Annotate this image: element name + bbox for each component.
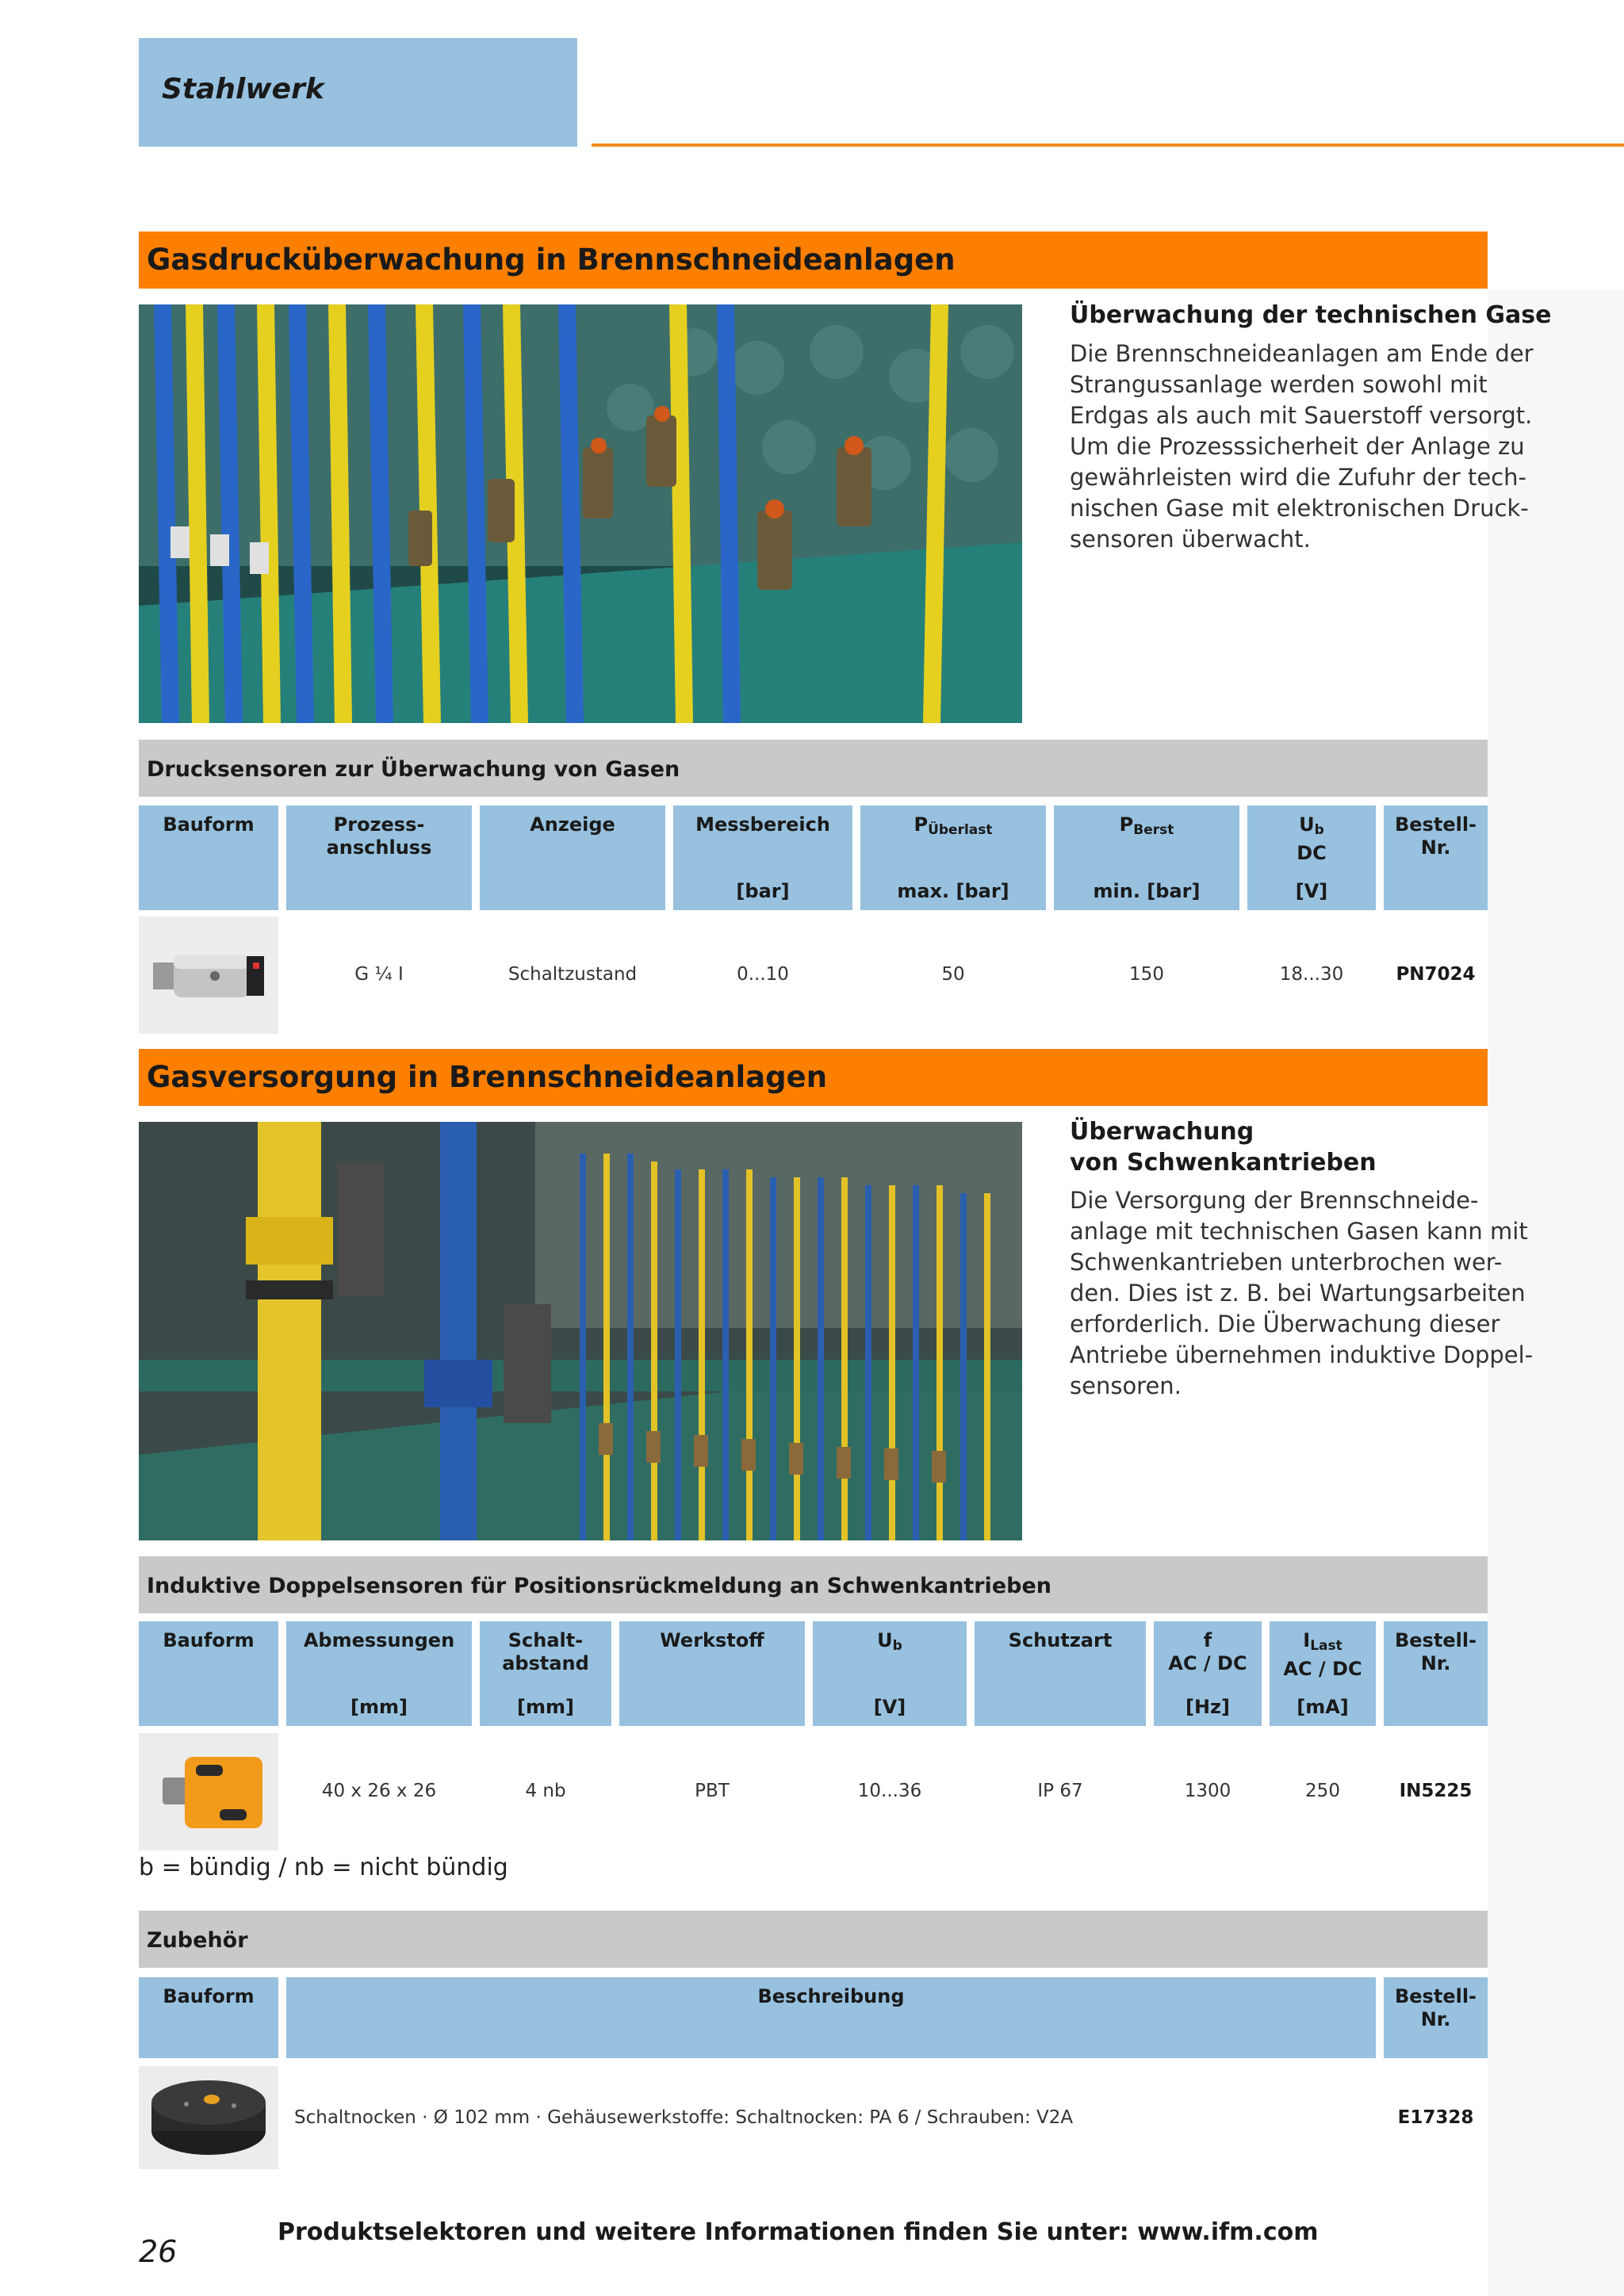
- page-number: 26: [139, 2234, 178, 2269]
- col-ilast: $I_{Last}$ AC / DC [mA]: [1270, 1621, 1376, 1726]
- cell-ub: 10...36: [857, 1781, 922, 1801]
- col-p-ueberlast: $P_{Überlast}$ max. [bar]: [860, 806, 1046, 910]
- section-title: Stahlwerk: [162, 73, 324, 105]
- col-beschreibung: Beschreibung: [286, 1977, 1376, 2058]
- desc-line: den. Dies ist z. B. bei Wartungsarbeiten: [1070, 1280, 1526, 1307]
- desc-line: Schwenkantrieben unterbrochen wer-: [1070, 1249, 1503, 1276]
- desc-line: Antriebe übernehmen induktive Doppel-: [1070, 1341, 1534, 1368]
- col-bestell-nr: Bestell- Nr.: [1384, 806, 1488, 910]
- cell-p-ueberlast: 50: [941, 964, 965, 985]
- pressure-sensor-image: [139, 916, 278, 1034]
- col-frequenz: f AC / DC [Hz]: [1154, 1621, 1262, 1726]
- desc-line: Die Brennschneideanlagen am Ende der: [1070, 340, 1534, 367]
- table3-title-bar: [139, 1911, 1488, 1968]
- cell-bestell-nr: IN5225: [1399, 1781, 1473, 1801]
- col-bauform: Bauform: [139, 1621, 278, 1726]
- cell-schaltabstand: 4 nb: [525, 1781, 566, 1801]
- cell-abmessungen: 40 x 26 x 26: [321, 1781, 437, 1801]
- gas-pipes-photo: [139, 304, 1022, 723]
- cell-ilast: 250: [1305, 1781, 1340, 1801]
- header-rule: [592, 144, 1624, 147]
- desc-line: erforderlich. Die Überwachung dieser: [1070, 1311, 1500, 1337]
- table1-title-bar: [139, 740, 1488, 797]
- desc-line: Um die Prozesssicherheit der Anlage zu: [1070, 433, 1525, 460]
- table3-title: Zubehör: [147, 1928, 248, 1953]
- desc-line: Erdgas als auch mit Sauerstoff versorgt.: [1070, 402, 1533, 429]
- section1-title: Gasdrucküberwachung in Brennschneideanlagen: [147, 243, 956, 277]
- col-schaltabstand: Schalt- abstand [mm]: [480, 1621, 611, 1726]
- section1-desc-text: [1070, 339, 1534, 555]
- col-anzeige: Anzeige: [480, 806, 665, 910]
- col-bestell-nr: Bestell- Nr.: [1384, 1621, 1488, 1726]
- cell-beschreibung: Schaltnocken · Ø 102 mm · Gehäusewerkstoffe: Schaltnocken: PA 6 / Schrauben: V2A: [294, 2107, 1074, 2128]
- section2-desc-text: [1070, 1185, 1533, 1402]
- col-p-berst: $P_{Berst}$ min. [bar]: [1054, 806, 1239, 910]
- desc-line: anlage mit technischen Gasen kann mit: [1070, 1218, 1528, 1245]
- cell-schutzart: IP 67: [1037, 1781, 1083, 1801]
- desc-line: Strangussanlage werden sowohl mit: [1070, 371, 1488, 398]
- col-werkstoff: Werkstoff: [619, 1621, 805, 1726]
- footer-link-text: Produktselektoren und weitere Informationen finden Sie unter: www.ifm.com: [278, 2218, 1319, 2246]
- col-messbereich: Messbereich [bar]: [673, 806, 852, 910]
- col-prozessanschluss: Prozess- anschluss: [286, 806, 472, 910]
- inductive-sensor-image: [139, 1733, 278, 1850]
- col-abmessungen: Abmessungen [mm]: [286, 1621, 472, 1726]
- section1-heading-bar: [139, 232, 1488, 289]
- desc-line: sensoren überwacht.: [1070, 526, 1311, 553]
- col-bestell-nr: Bestell- Nr.: [1384, 1977, 1488, 2058]
- section2-desc-heading: Überwachung von Schwenkantrieben: [1070, 1118, 1377, 1177]
- col-bauform: Bauform: [139, 806, 278, 910]
- actuator-photo: [139, 1122, 1022, 1540]
- cell-bestell-nr: PN7024: [1396, 964, 1476, 985]
- section1-desc-heading: Überwachung der technischen Gase: [1070, 301, 1552, 329]
- col-ub: $U_b$ DC [V]: [1247, 806, 1376, 910]
- col-bauform: Bauform: [139, 1977, 278, 2058]
- cell-frequenz: 1300: [1184, 1781, 1231, 1801]
- cell-werkstoff: PBT: [695, 1781, 730, 1801]
- table2-title: Induktive Doppelsensoren für Positionsrückmeldung an Schwenkantrieben: [147, 1574, 1051, 1598]
- cell-anzeige: Schaltzustand: [508, 964, 638, 985]
- cell-p-berst: 150: [1129, 964, 1164, 985]
- cell-messbereich: 0...10: [737, 964, 789, 985]
- table1-title: Drucksensoren zur Überwachung von Gasen: [147, 757, 680, 782]
- desc-line: nischen Gase mit elektronischen Druck-: [1070, 495, 1529, 522]
- switching-cam-image: [139, 2066, 278, 2169]
- section2-heading-bar: [139, 1049, 1488, 1106]
- footnote: b = bündig / nb = nicht bündig: [139, 1854, 508, 1881]
- desc-line: gewährleisten wird die Zufuhr der tech-: [1070, 464, 1527, 491]
- desc-line: Die Versorgung der Brennschneide-: [1070, 1187, 1479, 1214]
- col-ub: $U_b$ [V]: [813, 1621, 967, 1726]
- cell-bestell-nr: E17328: [1397, 2107, 1474, 2128]
- table2-title-bar: [139, 1556, 1488, 1613]
- col-schutzart: Schutzart: [975, 1621, 1146, 1726]
- desc-line: sensoren.: [1070, 1372, 1182, 1399]
- cell-ub: 18...30: [1279, 964, 1344, 985]
- cell-prozess: G ¼ I: [354, 964, 404, 985]
- section2-title: Gasversorgung in Brennschneideanlagen: [147, 1060, 828, 1094]
